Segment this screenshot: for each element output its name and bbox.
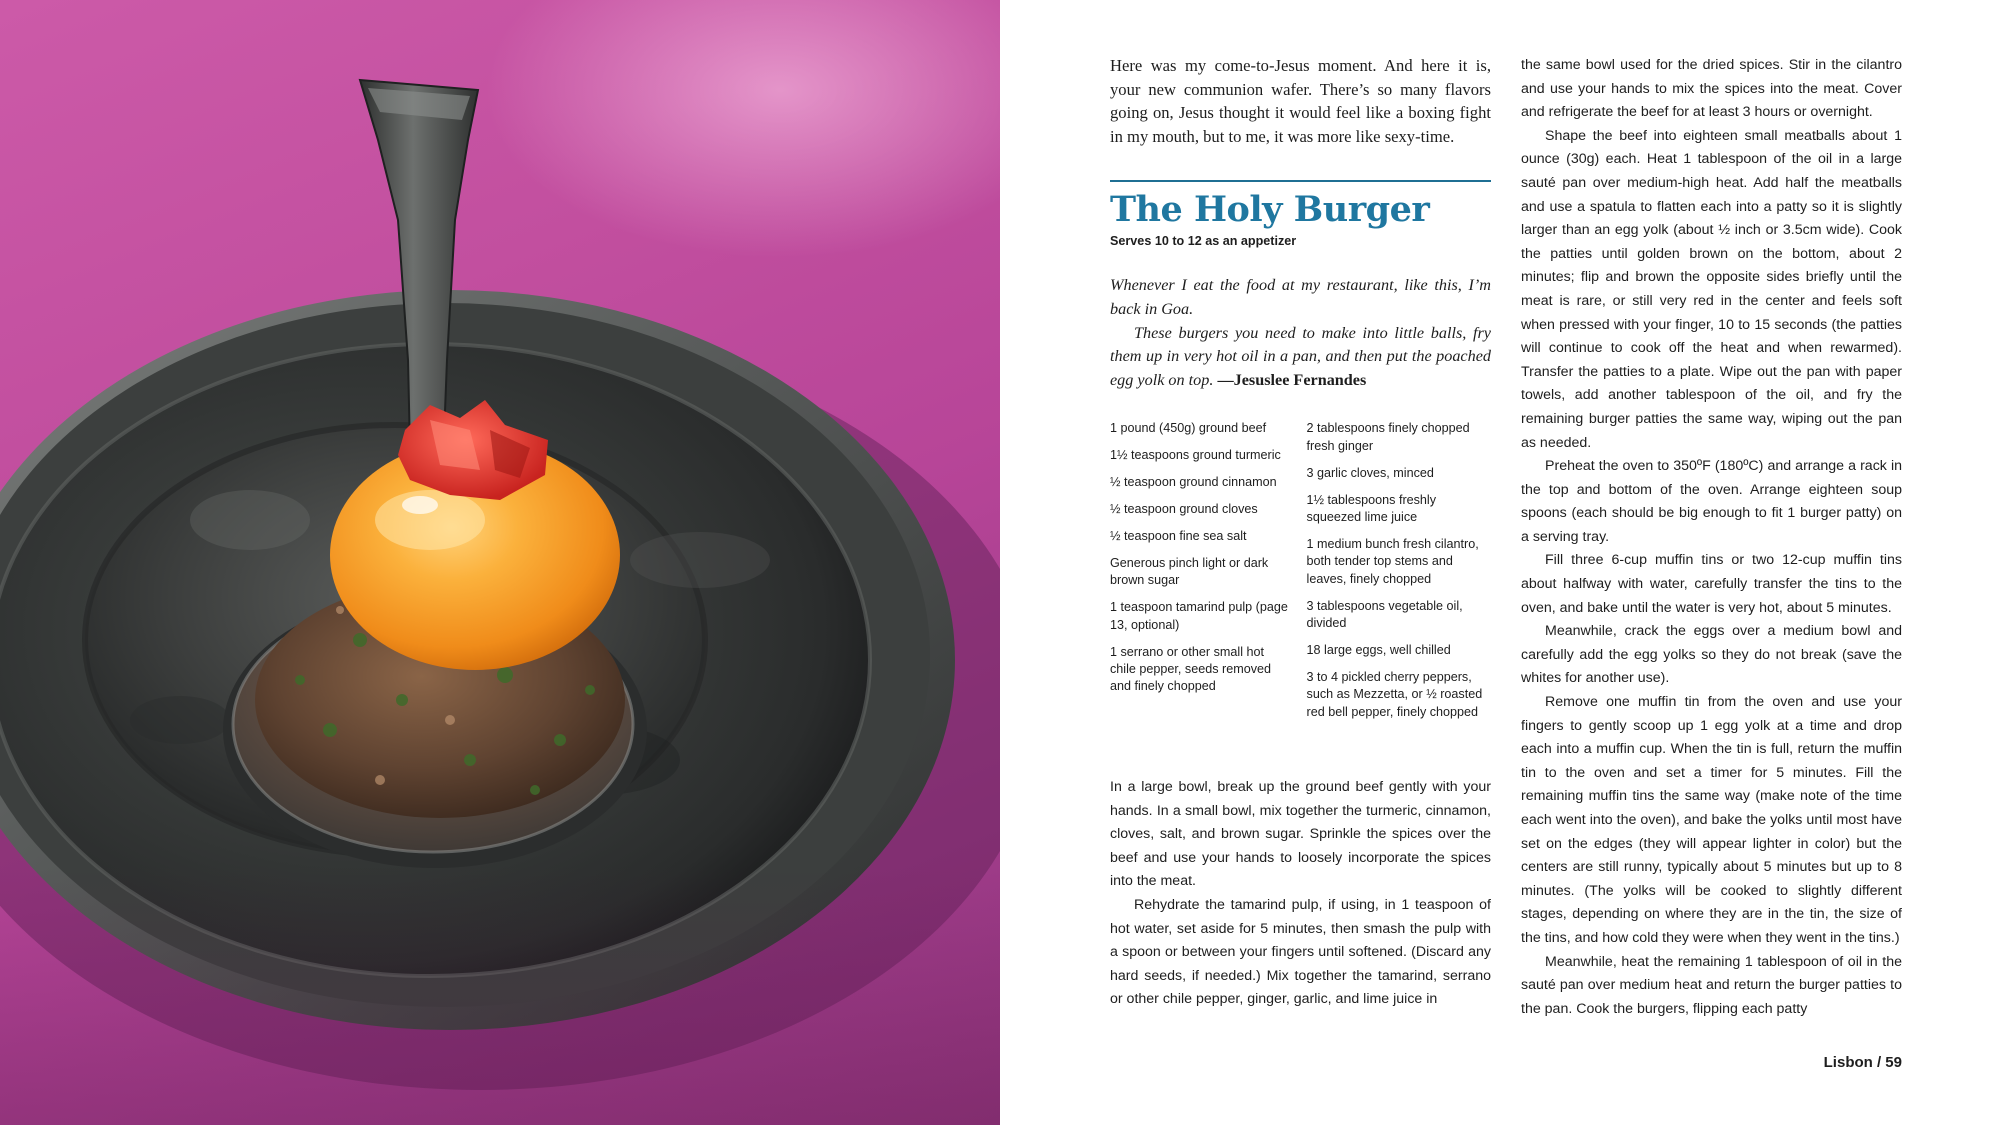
method-paragraph: Preheat the oven to 350ºF (180ºC) and arrange a rack in the top and bottom of the oven. Arrange eighteen soup spoons (each should be big enough to fit 1 burger patty) on a serving tray. [1521,458,1902,545]
ingredient-item: 1½ tablespoons freshly squeezed lime juice [1306,492,1437,524]
page-folio: Lisbon / 59 [1823,1054,1902,1071]
method-paragraph: Rehydrate the tamarind pulp, if using, in 1 teaspoon of hot water, set aside for 5 minutes, then smash the pulp with a spoon or between your fingers until softened. (Discard any hard seeds, if needed.) Mix together the tamarind, serrano or other chile pepper, ginger, garlic, and lime juice in [1110,896,1491,1008]
ingredient-item: ½ teaspoon ground cloves [1110,502,1258,517]
ingredient-item: 1 medium bunch fresh cilantro, both tender top stems and leaves, finely chopped [1306,536,1479,586]
ingredient-item: 1½ teaspoons ground turmeric [1110,448,1281,463]
method-paragraph: Meanwhile, crack the eggs over a medium bowl and carefully add the egg yolks so they do not break (save the whites for another use). [1521,623,1902,687]
method-paragraph: In a large bowl, break up the ground beef gently with your hands. In a small bowl, mix together the turmeric, cinnamon, cloves, salt, and brown sugar. Sprinkle the spices over the beef and use your hands to loosely incorporate the spices into the meat. [1110,779,1491,890]
method-right-column [1521,54,1902,1021]
ingredient-item: 1 pound (450g) ground beef [1110,421,1267,436]
ingredient-item: 18 large eggs, well chilled [1306,642,1451,657]
ingredient-item: ½ teaspoon ground cinnamon [1110,475,1277,490]
method-left-column [1110,776,1491,1012]
left-text-column [1110,54,1491,731]
serves-line: Serves 10 to 12 as an appetizer [1110,234,1297,249]
ingredient-item: 1 serrano or other small hot chile pepper, seeds removed and finely chopped [1110,644,1272,694]
ingredient-item: 3 garlic cloves, minced [1306,465,1434,480]
ingredient-item: 2 tablespoons finely chopped fresh ginger [1306,421,1470,453]
ingredients-column [1307,420,1491,730]
ingredient-item: Generous pinch light or dark brown sugar [1110,555,1269,588]
headnote-text: These burgers you need to make into little balls, fry them up in very hot oil in a pan, and then put the poached egg yolk on top. [1110,323,1491,389]
title-rule [1110,180,1491,182]
method-paragraph: Fill three 6-cup muffin tins or two 12-cup muffin tins about halfway with water, carefully transfer the tins to the oven, and bake until the water is very hot, about 5 minutes. [1521,552,1902,616]
recipe-title: The Holy Burger [1110,189,1430,231]
ingredients-list [1110,420,1491,730]
ingredient-item: 1 teaspoon tamarind pulp (page 13, optional) [1110,600,1288,632]
headnote-paragraph: Whenever I eat the food at my restaurant, like this, I’m back in Goa. [1110,276,1491,318]
intro-paragraph: Here was my come-to-Jesus moment. And here it is, your new communion wafer. There’s so many flavors going on, Jesus thought it would feel like a boxing fight in my mouth, but to me, it was more like sexy-time. [1110,56,1491,146]
ingredients-column [1110,420,1293,730]
ingredient-item: 3 to 4 pickled cherry peppers, such as Mezzetta, or ½ roasted red bell pepper, finely chopped [1306,669,1483,719]
ingredient-item: ½ teaspoon fine sea salt [1110,528,1247,543]
headnote-paragraph [1110,322,1491,393]
ingredient-item: 3 tablespoons vegetable oil, divided [1306,598,1463,630]
method-paragraph: Shape the beef into eighteen small meatballs about 1 ounce (30g) each. Heat 1 tablespoon of the oil in a large sauté pan over medium-high heat. Add half the meatballs and use a spatula to flatten each into a patty so it is slightly larger than an egg yolk (about ½ inch or 3.5cm wide). Cook the patties until golden brown on the bottom, about 2 minutes; flip and brown the opposite sides briefly until the meat is rare, or still very red in the center and feels soft when pressed with your finger, 10 to 15 seconds (the patties will continue to cook off the heat and when rewarmed). Transfer the patties to a plate. Wipe out the pan with paper towels, add another tablespoon of the oil, and fry the remaining burger patties the same way, wiping out the pan as needed. [1521,127,1902,451]
method-paragraph: the same bowl used for the dried spices. Stir in the cilantro and use your hands to mix the spices into the meat. Cover and refrigerate the beef for at least 3 hours or overnight. [1521,57,1902,121]
method-paragraph: Remove one muffin tin from the oven and use your fingers to gently scoop up 1 egg yolk at a time and drop each into a muffin cup. When the tin is full, return the muffin tin to the oven and set a timer for 5 minutes. Fill the remaining muffin tins the same way (make note of the time each went into the oven), and bake the yolks until most have set on the edges (they will appear lighter in color) but the centers are still runny, typically about 5 minutes but up to 8 minutes. (The yolks will be cooked to slightly different stages, depending on where they are in the tin, the size of the tins, and how cold they were when they went in the tins.) [1521,694,1902,946]
method-paragraph: Meanwhile, heat the remaining 1 tablespoon of oil in the sauté pan over medium heat and return the burger patties to the pan. Cook the burgers, flipping each patty [1521,953,1902,1017]
headnote [1110,274,1491,392]
attribution: —Jesuslee Fernandes [1217,370,1367,389]
